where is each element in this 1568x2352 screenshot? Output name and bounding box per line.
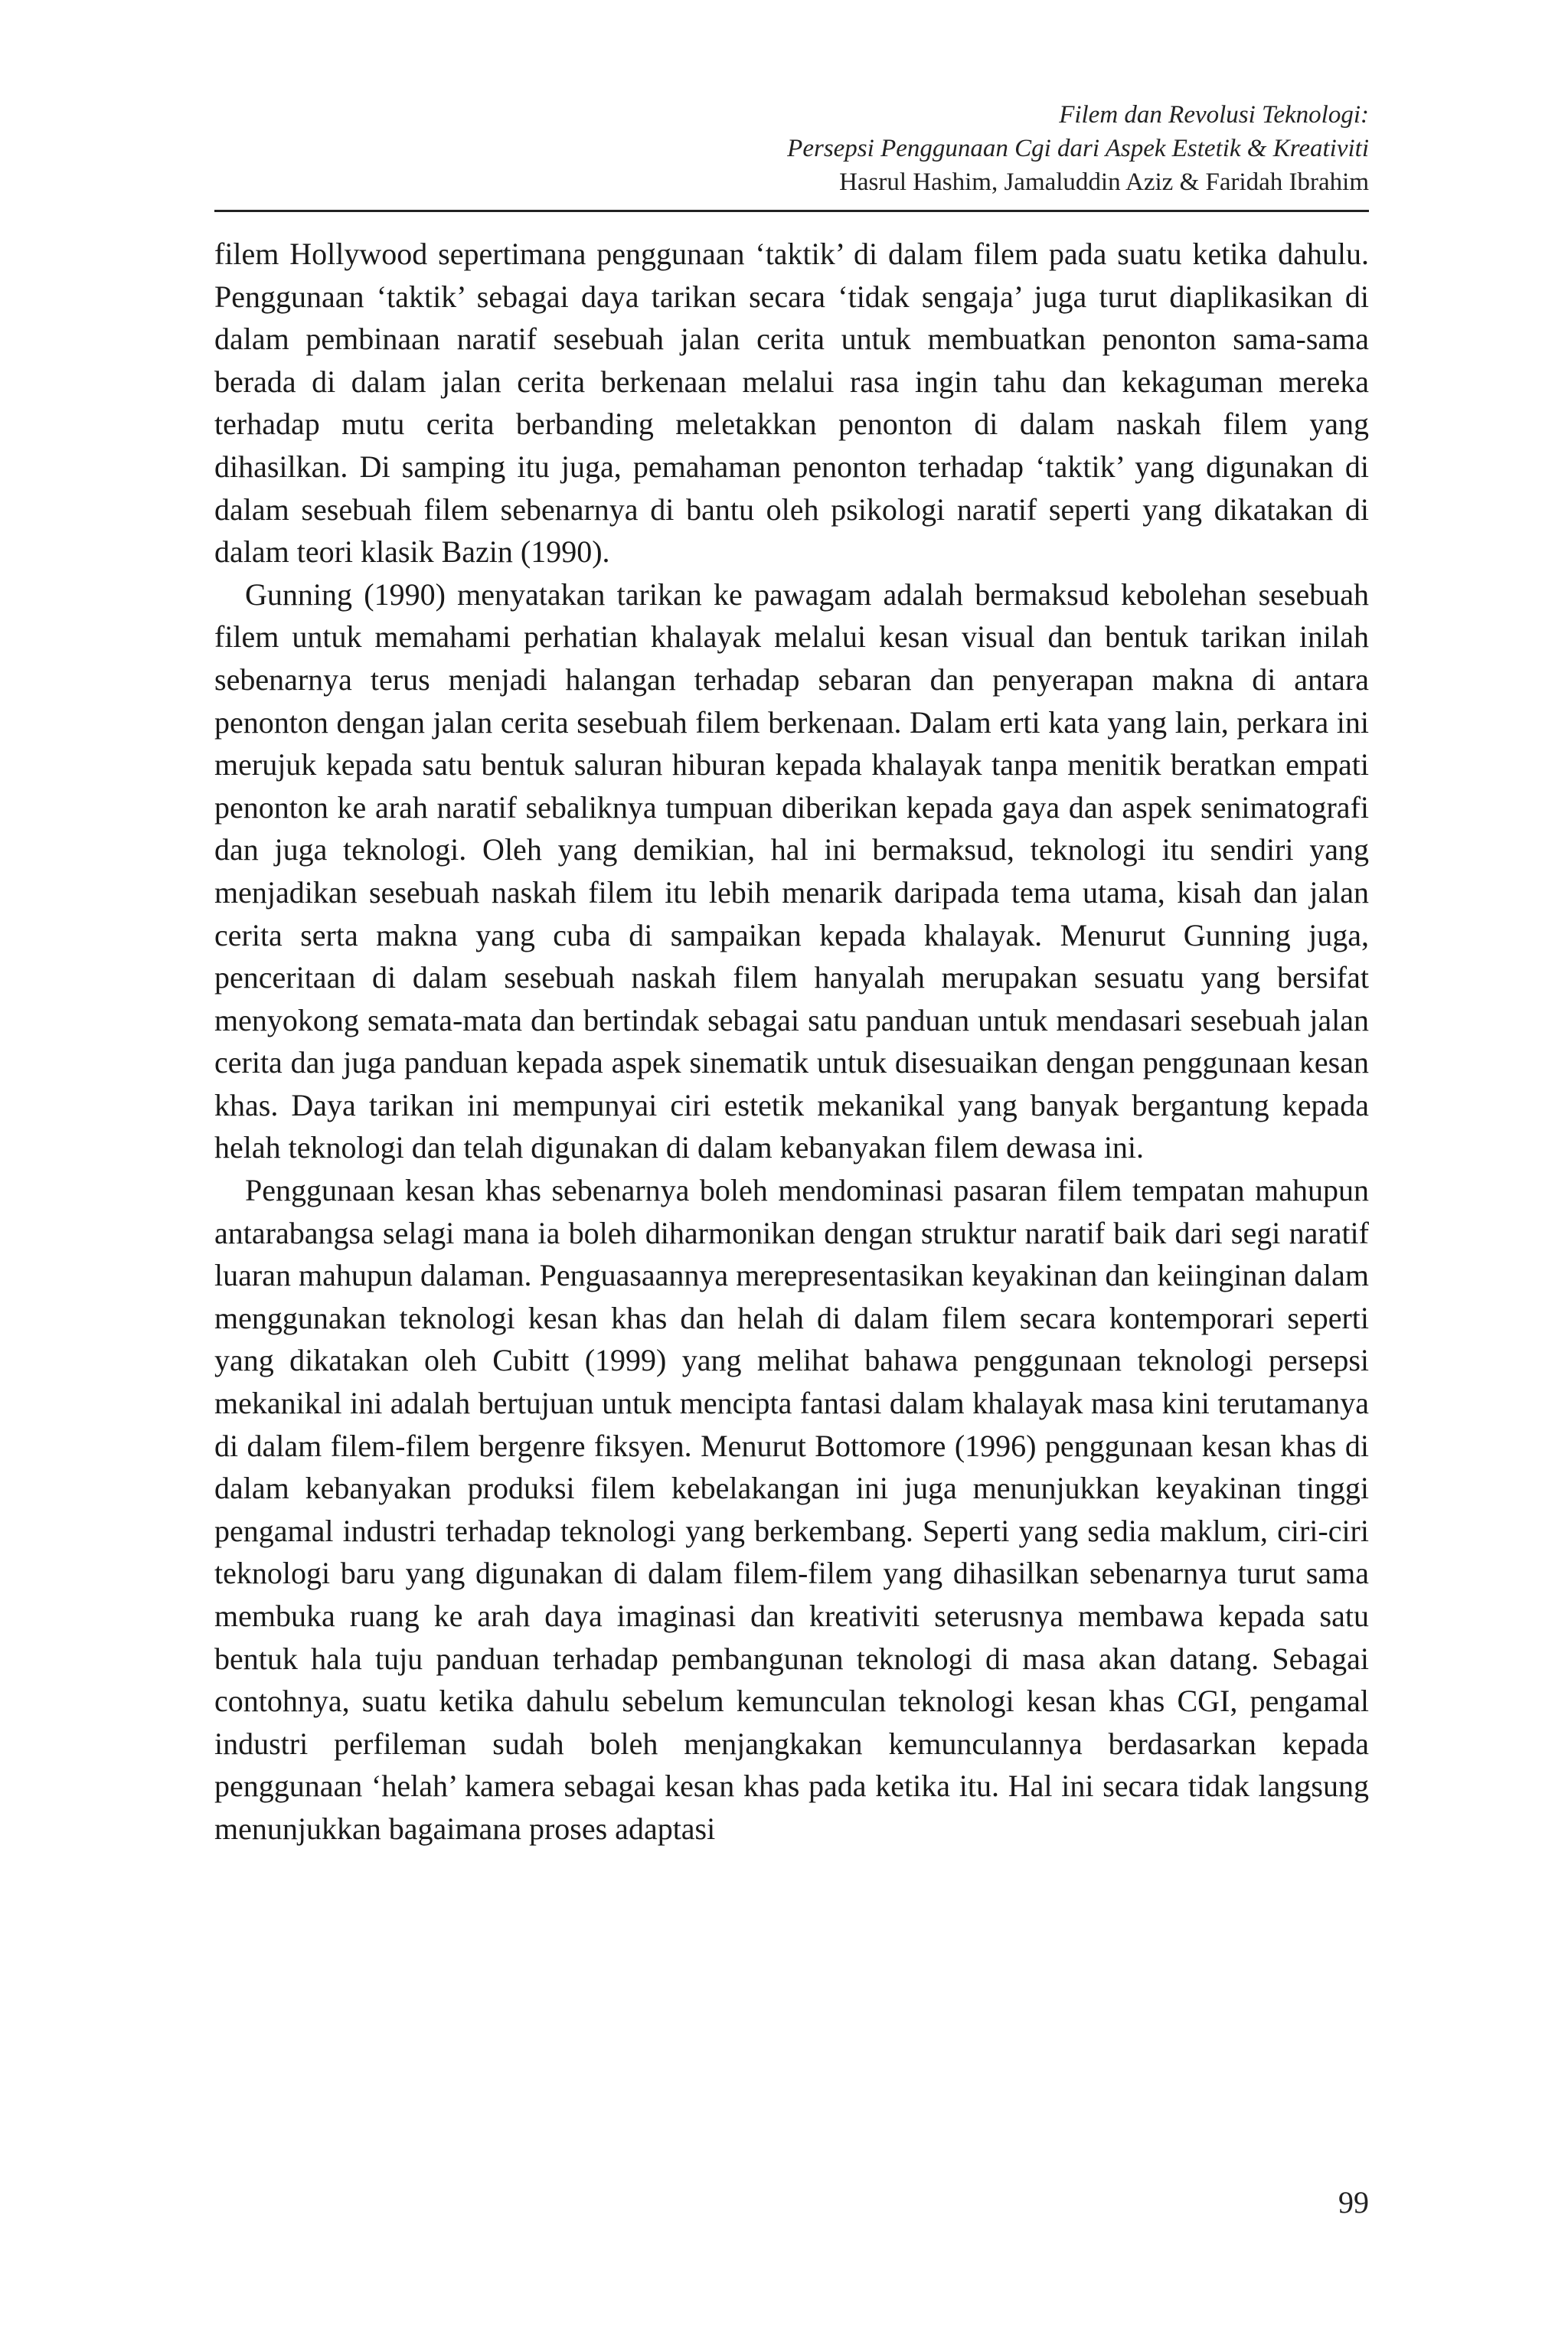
paragraph-3: Penggunaan kesan khas sebenarnya boleh mendominasi pasaran filem tempatan mahupun antarabangsa selagi mana ia boleh diharmonikan dengan struktur naratif baik dari segi naratif luaran mahupun dalaman. Penguasaannya merepresentasikan keyakinan dan keiinginan dalam menggunakan teknologi kesan khas dan helah di dalam filem secara kontemporari seperti yang dikatakan oleh Cubitt (1999) yang melihat bahawa penggunaan teknologi persepsi mekanikal ini adalah bertujuan untuk mencipta fantasi dalam khalayak masa kini terutamanya di dalam filem-filem bergenre fiksyen. Menurut Bottomore (1996) penggunaan kesan khas di dalam kebanyakan produksi filem kebelakangan ini juga menunjukkan keyakinan tinggi pengamal industri terhadap teknologi yang berkembang. Seperti yang sedia maklum, ciri-ciri teknologi baru yang digunakan di dalam filem-filem yang dihasilkan sebenarnya turut sama membuka ruang ke arah daya imaginasi dan kreativiti seterusnya membawa kepada satu bentuk hala tuju panduan terhadap pembangunan teknologi di masa akan datang. Sebagai contohnya, suatu ketika dahulu sebelum kemunculan teknologi kesan khas CGI, pengamal industri perfileman sudah boleh menjangkakan kemunculannya berdasarkan kepada penggunaan ‘helah’ kamera sebagai kesan khas pada ketika itu. Hal ini secara tidak langsung menunjukkan bagaimana proses adaptasi	[214, 1173, 1369, 1846]
paragraph-2: Gunning (1990) menyatakan tarikan ke pawagam adalah bermaksud kebolehan sesebuah filem untuk memahami perhatian khalayak melalui kesan visual dan bentuk tarikan inilah sebenarnya terus menjadi halangan terhadap sebaran dan penyerapan makna di antara penonton dengan jalan cerita sesebuah filem berkenaan. Dalam erti kata yang lain, perkara ini merujuk kepada satu bentuk saluran hiburan kepada khalayak tanpa menitik beratkan empati penonton ke arah naratif sebaliknya tumpuan diberikan kepada gaya dan aspek senimatografi dan juga teknologi. Oleh yang demikian, hal ini bermaksud, teknologi itu sendiri yang menjadikan sesebuah naskah filem itu lebih menarik daripada tema utama, kisah dan jalan cerita serta makna yang cuba di sampaikan kepada khalayak. Menurut Gunning juga, penceritaan di dalam sesebuah naskah filem hanyalah merupakan sesuatu yang bersifat menyokong semata-mata dan bertindak sebagai satu panduan untuk mendasari sesebuah jalan cerita dan juga panduan kepada aspek sinematik untuk disesuaikan dengan penggunaan kesan khas. Daya tarikan ini mempunyai ciri estetik mekanikal yang banyak bergantung kepada helah teknologi dan telah digunakan di dalam kebanyakan filem dewasa ini.	[214, 577, 1369, 1165]
header-divider	[214, 210, 1369, 212]
page-number: 99	[1338, 2185, 1369, 2220]
body-text	[214, 233, 1369, 1851]
header-authors: Hasrul Hashim, Jamaluddin Aziz & Faridah Ibrahim	[839, 168, 1369, 196]
document-page	[214, 0, 1369, 2352]
paragraph-1: filem Hollywood sepertimana penggunaan ‘taktik’ di dalam filem pada suatu ketika dahulu. Penggunaan ‘taktik’ sebagai daya tarikan secara ‘tidak sengaja’ juga turut diaplikasikan di dalam pembinaan naratif sesebuah jalan cerita untuk membuatkan penonton sama-sama berada di dalam jalan cerita berkenaan melalui rasa ingin tahu dan kekaguman mereka terhadap mutu cerita berbanding meletakkan penonton di dalam naskah filem yang dihasilkan. Di samping itu juga, pemahaman penonton terhadap ‘taktik’ yang digunakan di dalam sesebuah filem sebenarnya di bantu oleh psikologi naratif seperti yang dikatakan di dalam teori klasik Bazin (1990).	[214, 237, 1369, 570]
header-title-line2: Persepsi Penggunaan Cgi dari Aspek Estetik & Kreativiti	[787, 135, 1369, 162]
running-header	[214, 98, 1369, 199]
header-title-line1: Filem dan Revolusi Teknologi:	[1059, 101, 1369, 129]
